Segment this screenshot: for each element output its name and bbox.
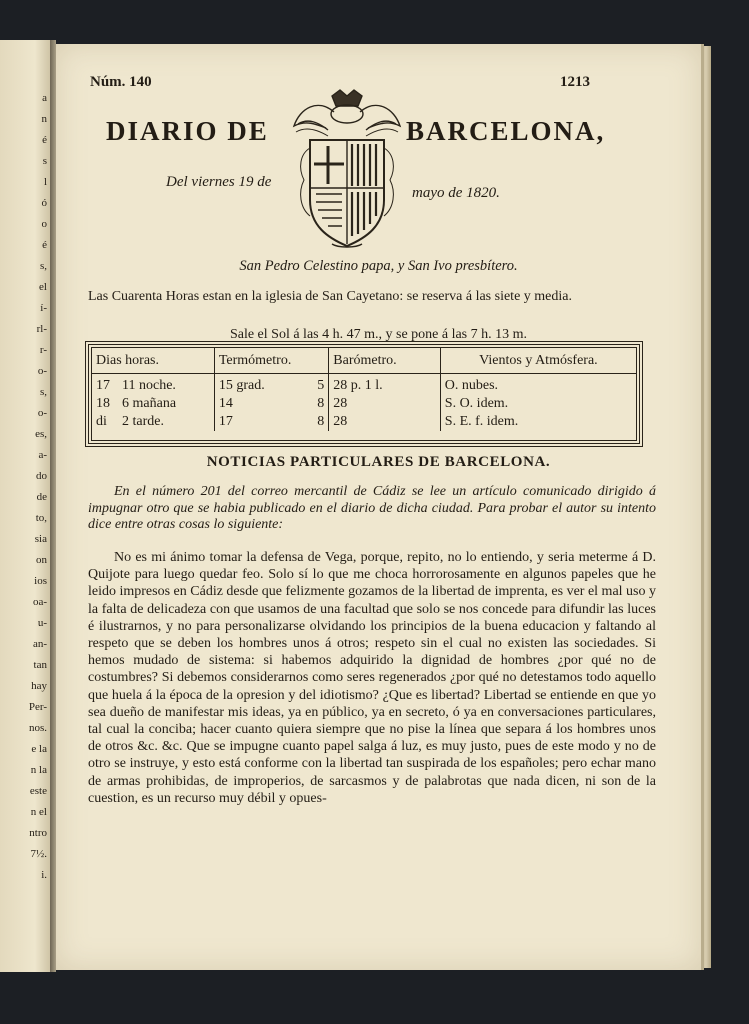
cell-temp-frac: 5 [317, 378, 325, 393]
table-row [92, 374, 636, 396]
left-page-fragment: o- [37, 365, 47, 377]
left-page-fragment: nos. [28, 722, 47, 734]
left-page-fragment: í- [40, 302, 47, 314]
cell-temp: 15 grad. [214, 374, 308, 396]
left-page-fragment: el [39, 281, 47, 293]
header-days-hours: Dias horas. [92, 348, 214, 374]
date-right: mayo de 1820. [412, 185, 500, 201]
section-heading: NOTICIAS PARTICULARES DE BARCELONA. [206, 454, 551, 470]
left-page-fragment: tan [33, 659, 47, 671]
coat-of-arms-icon [288, 88, 406, 250]
cell-temp: 17 [214, 413, 308, 431]
left-page-fragment: sia [34, 533, 47, 545]
left-page-fragment: es, [35, 428, 47, 440]
left-page-fragment: l [43, 176, 47, 188]
left-page-fragment: de [36, 491, 47, 503]
cell-baro: 28 [329, 395, 440, 413]
page-number: 1213 [560, 74, 590, 90]
left-page-fragment: e la [31, 743, 47, 755]
left-page-fragment: oa- [32, 596, 47, 608]
left-page-fragment: i. [41, 869, 47, 881]
header-barometer: Barómetro. [329, 348, 440, 374]
left-page-fragment: n la [30, 764, 47, 776]
forty-hours-notice: Las Cuarenta Horas estan en la iglesia de San Cayetano: se reserva á las siete y media. [88, 289, 572, 304]
cell-time: 11 noche. [122, 378, 176, 393]
sun-times: Sale el Sol á las 4 h. 47 m., y se pone á las 7 h. 13 m. [229, 327, 528, 342]
cell-wind: S. E. f. idem. [440, 413, 636, 431]
left-page-fragment: ó [41, 197, 47, 209]
left-page-fragment: rl- [36, 323, 47, 335]
intro-paragraph: En el número 201 del correo mercantil de Cádiz se lee un artículo comunicado dirigido á impugnar otro que se habia publicado en el diario de dicha ciudad. Para probar el autor su intento dice entre otras cosas lo siguiente: [88, 484, 656, 532]
cell-baro: 28 p. 1 l. [329, 374, 440, 396]
left-page-fragment: 7½. [30, 848, 47, 860]
left-page-fragment: Per- [28, 701, 47, 713]
header-winds: Vientos y Atmósfera. [440, 348, 636, 374]
cell-wind: O. nubes. [440, 374, 636, 396]
cell-wind: S. O. idem. [440, 395, 636, 413]
left-page-fragment: s, [39, 260, 47, 272]
masthead-right: BARCELONA, [406, 116, 606, 146]
left-page-fragment: s, [39, 386, 47, 398]
table-row [92, 395, 636, 413]
cell-temp-frac: 8 [317, 414, 325, 429]
left-page-fragment: n el [30, 806, 47, 818]
body-paragraph: No es mi ánimo tomar la defensa de Vega, porque, repito, no lo entiendo, y seria meterme á D. Quijote para luego quedar feo. Solo sí lo que me choca horrorosamente en algunos papeles que he leido impresos en Cádiz desde que felizmente gozamos de la libertad de imprenta, es ver el mal uso y la falta de delicadeza con que usamos de una facultad que solo se nos concede para difundir las luces é ilustrarnos, y no para personalizarse olvidando los principios de la buena educacion y faltando al respeto que se deben los hombres unos á otros; respeto sin el cual no existen las sociedades. Si hemos mudado de sistema: si habemos adquirido la dignidad de hombres ¿por qué no de costumbres? Si debemos considerarnos como seres regenerados ¿por qué no detestamos todo aquello que huela á la época de la opresion y del idiotismo? ¿Que es libertad? Libertad se entiende en que yo sea dueño de manifestar mis ideas, ya en público, ya en secreto, ó ya en conversaciones particulares, tal cual la conciba; hacer cuanto quiera siempre que no pise la línea que separa á los hombres unos de otros &c. &c. Que se impugne cuanto papel salga á luz, es muy justo, pues de este modo y no de otro se instruye, y esto está conforme con la libertad tan suspirada de los españoles; pero echar mano de armas prohibidas, de improperios, de sarcasmos y de palabrotas que nada dicen, ni son de la cuestion, es un recurso muy débil y opues- [88, 550, 656, 806]
date-left: Del viernes 19 de [166, 174, 272, 190]
left-page-fragment: to, [35, 512, 47, 524]
cell-day: di [96, 414, 107, 429]
cell-temp-frac: 8 [317, 396, 325, 411]
left-page-fragment: é [42, 239, 47, 251]
left-page-fragment: é [42, 134, 47, 146]
cell-baro: 28 [329, 413, 440, 431]
left-page-fragment: u- [37, 617, 47, 629]
issue-number: Núm. 140 [90, 74, 152, 90]
left-page-fragment: a- [38, 449, 47, 461]
weather-table [88, 344, 640, 444]
cell-day: 17 [96, 378, 110, 393]
table-row [92, 413, 636, 431]
masthead-left: DIARIO DE [106, 116, 269, 146]
cell-time: 2 tarde. [122, 414, 164, 429]
cell-temp: 14 [214, 395, 308, 413]
header-thermometer: Termómetro. [214, 348, 328, 374]
left-page-fragment: do [36, 470, 47, 482]
left-page-fragment: hay [31, 680, 47, 692]
left-page-fragment: s [42, 155, 47, 167]
left-page-fragment: on [36, 554, 47, 566]
left-page-fragment: este [29, 785, 47, 797]
left-page-fragment: an- [32, 638, 47, 650]
left-facing-page [0, 40, 52, 972]
saints-of-the-day: San Pedro Celestino papa, y San Ivo presbítero. [239, 258, 518, 274]
left-page-fragment: n [41, 113, 47, 125]
newspaper-page [56, 44, 704, 970]
left-page-fragment: a [42, 92, 47, 104]
cell-day: 18 [96, 396, 110, 411]
left-page-fragment: o- [37, 407, 47, 419]
left-page-fragment: ios [34, 575, 47, 587]
left-page-fragment: ntro [29, 827, 47, 839]
left-page-fragment: o [41, 218, 47, 230]
cell-time: 6 mañana [122, 396, 177, 411]
left-page-fragment: r- [39, 344, 47, 356]
